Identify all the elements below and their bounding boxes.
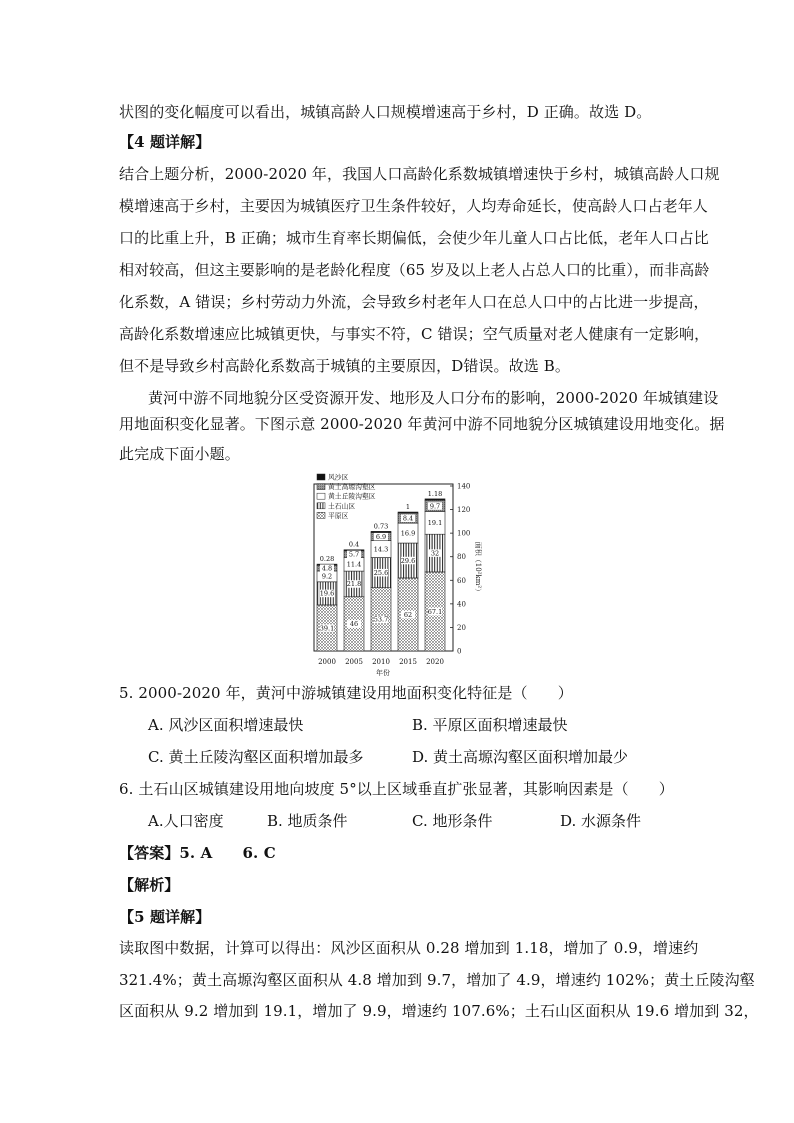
paragraph-line: 模增速高于乡村，主要因为城镇医疗卫生条件较好，人均寿命延长，使高龄人口占老年人 xyxy=(119,197,708,215)
legend-swatch xyxy=(317,503,325,509)
x-tick-label: 2005 xyxy=(345,658,363,666)
data-label: 0.73 xyxy=(373,522,389,531)
bar-segment xyxy=(425,499,445,500)
x-axis-label: 年份 xyxy=(376,669,390,677)
paragraph-line: 结合上题分析，2000-2020 年，我国人口高龄化系数城镇增速快于乡村，城镇高龄人口规 xyxy=(119,165,720,183)
y-tick-label: 100 xyxy=(457,529,471,538)
legend-label: 风沙区 xyxy=(328,473,349,482)
paragraph-line: 黄河中游不同地貌分区受资源开发、地形及人口分布的影响，2000-2020 年城镇建设 xyxy=(148,389,719,407)
legend-label: 黄土丘陵沟壑区 xyxy=(328,492,376,501)
answer-option: B. 地质条件 xyxy=(267,812,348,830)
answer-option: A.人口密度 xyxy=(148,812,224,830)
answer-option: D. 水源条件 xyxy=(560,812,642,830)
data-label: 14.3 xyxy=(373,545,389,554)
data-label: 0.4 xyxy=(348,540,360,549)
data-label: 1.18 xyxy=(427,489,443,498)
y-axis-label: 面积（10²km²） xyxy=(474,541,482,596)
paragraph-line: 区面积从 9.2 增加到 19.1，增加了 9.9，增速约 107.6%；土石山区面积从 19.6 增加到 32， xyxy=(119,1002,759,1020)
paragraph-line: 此完成下面小题。 xyxy=(119,445,240,463)
y-tick-label: 20 xyxy=(457,623,466,632)
section-heading: 【答案】5. A 6. C xyxy=(119,844,276,862)
data-label: 9.2 xyxy=(321,572,333,581)
paragraph-line: 化系数，A 错误；乡村劳动力外流，会导致乡村老年人口在总人口中的占比进一步提高， xyxy=(119,293,709,311)
data-label: 25.6 xyxy=(373,568,389,577)
legend-label: 黄土高塬沟壑区 xyxy=(328,483,376,492)
data-label: 16.9 xyxy=(400,529,416,538)
x-tick-label: 2020 xyxy=(426,658,444,666)
answer-option: D. 黄土高塬沟壑区面积增加最少 xyxy=(412,748,629,766)
section-heading: 【4 题详解】 xyxy=(119,133,211,151)
data-label: 29.6 xyxy=(400,556,416,565)
section-heading: 【5 题详解】 xyxy=(119,908,211,926)
paragraph-line: 高龄化系数增速应比城镇更快，与事实不符，C 错误；空气质量对老人健康有一定影响， xyxy=(119,325,710,343)
data-label: 6.9 xyxy=(375,532,387,541)
x-tick-label: 2010 xyxy=(372,658,390,666)
x-tick-label: 2000 xyxy=(318,658,336,666)
paragraph-line: 321.4%；黄土高塬沟壑区面积从 4.8 增加到 9.7，增加了 4.9，增速约 102%；黄土丘陵沟壑 xyxy=(119,971,755,989)
data-label: 19.1 xyxy=(427,519,443,528)
data-label: 53.7 xyxy=(373,615,389,624)
answer-option: C. 黄土丘陵沟壑区面积增加最多 xyxy=(148,748,364,766)
paragraph-line: 状图的变化幅度可以看出，城镇高龄人口规模增速高于乡村，D 正确。故选 D。 xyxy=(119,103,652,121)
answer-option: B. 平原区面积增速最快 xyxy=(412,716,568,734)
data-label: 9.7 xyxy=(429,502,441,511)
data-label: 0.28 xyxy=(319,555,335,564)
y-tick-label: 40 xyxy=(457,600,466,609)
bar-segment xyxy=(398,512,418,513)
data-label: 4.8 xyxy=(321,564,333,573)
y-tick-label: 80 xyxy=(457,553,466,562)
data-label: 5.7 xyxy=(348,550,360,559)
legend-swatch xyxy=(317,484,325,490)
stacked-bar-chart xyxy=(312,470,484,678)
data-label: 1 xyxy=(405,503,411,512)
section-heading: 【解析】 xyxy=(119,876,180,894)
y-tick-label: 120 xyxy=(457,506,471,515)
y-tick-label: 60 xyxy=(457,576,466,585)
data-label: 21.8 xyxy=(346,580,362,589)
paragraph-line: 口的比重上升，B 正确；城市生育率长期偏低，会使少年儿童人口占比低，老年人口占比 xyxy=(119,229,709,247)
question-stem: 6. 土石山区城镇建设用地向坡度 5°以上区域垂直扩张显著，其影响因素是（ ） xyxy=(119,780,674,798)
data-label: 46 xyxy=(349,620,359,629)
paragraph-line: 但不是导致乡村高龄化系数高于城镇的主要原因，D错误。故选 B。 xyxy=(119,357,570,375)
answer-option: C. 地形条件 xyxy=(412,812,493,830)
y-tick-label: 0 xyxy=(457,647,462,656)
data-label: 32 xyxy=(430,549,440,558)
y-tick-label: 140 xyxy=(457,482,471,491)
data-label: 39.1 xyxy=(319,624,335,633)
legend-label: 平原区 xyxy=(328,511,349,520)
paragraph-line: 相对较高，但这主要影响的是老龄化程度（65 岁及以上老人占总人口的比重），而非高龄 xyxy=(119,261,710,279)
data-label: 8.4 xyxy=(402,514,414,523)
legend-swatch xyxy=(317,493,325,499)
legend-swatch xyxy=(317,512,325,518)
question-stem: 5. 2000-2020 年，黄河中游城镇建设用地面积变化特征是（ ） xyxy=(119,684,573,702)
answer-option: A. 风沙区面积增速最快 xyxy=(148,716,304,734)
paragraph-line: 用地面积变化显著。下图示意 2000-2020 年黄河中游不同地貌分区城镇建设用地变化。据 xyxy=(119,415,725,433)
legend-swatch xyxy=(317,474,325,480)
data-label: 19.6 xyxy=(319,589,335,598)
data-label: 62 xyxy=(403,610,413,619)
data-label: 11.4 xyxy=(346,560,362,569)
data-label: 67.1 xyxy=(427,607,443,616)
paragraph-line: 读取图中数据，计算可以得出：风沙区面积从 0.28 增加到 1.18，增加了 0.9，增速约 xyxy=(119,939,699,957)
legend-label: 土石山区 xyxy=(328,502,356,511)
x-tick-label: 2015 xyxy=(399,658,417,666)
